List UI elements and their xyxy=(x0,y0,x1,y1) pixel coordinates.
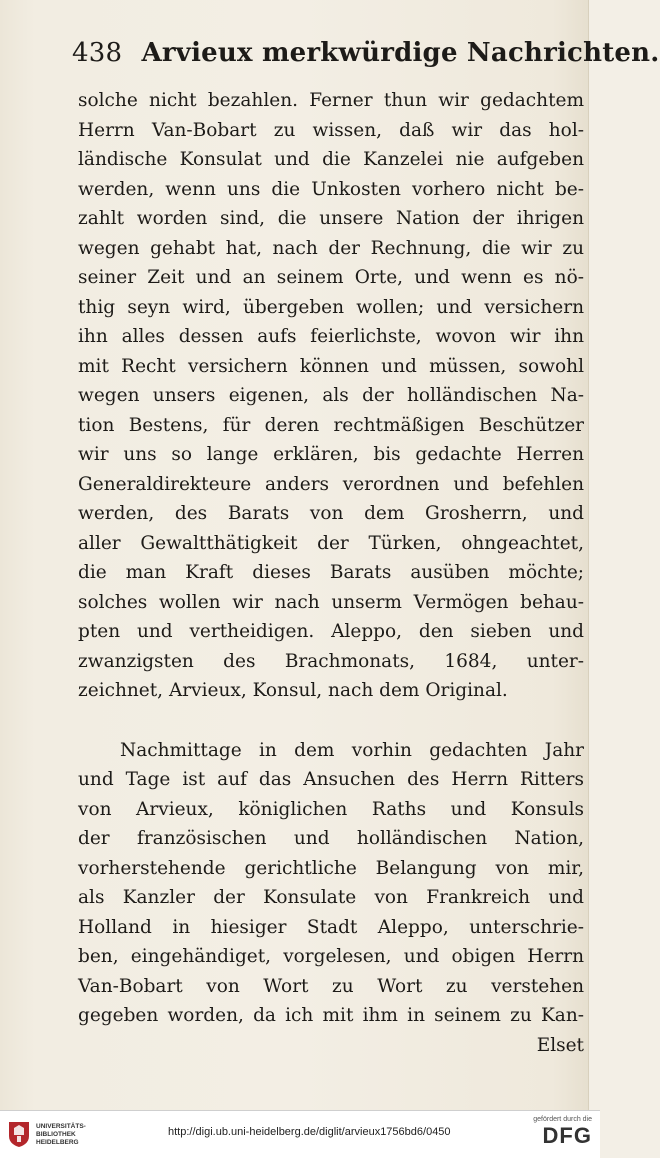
text-line: zwanzigsten des Brachmonats, 1684, unter- xyxy=(78,650,584,672)
text-line: ben, eingehändiget, vorgelesen, und obigen Herrn xyxy=(78,946,584,967)
text-line: Herrn Van-Bobart zu wissen, daß wir das hol- xyxy=(78,119,584,141)
institution-line-2: BIBLIOTHEK xyxy=(36,1131,76,1138)
text-line: zeichnet, Arvieux, Konsul, nach dem Original. xyxy=(78,680,508,701)
text-line: vorherstehende gerichtliche Belangung von mir, xyxy=(78,857,584,879)
text-line: solches wollen wir nach unserm Vermögen behau- xyxy=(78,591,584,613)
text-line: zahlt worden sind, die unsere Nation der ihrigen xyxy=(78,208,584,229)
text-line: wir uns so lange erklären, bis gedachte Herren xyxy=(78,444,584,465)
running-title: Arvieux merkwürdige Nachrichten. xyxy=(141,38,660,68)
paragraph-gap xyxy=(78,706,584,736)
viewer-footer xyxy=(0,1110,600,1158)
university-logo[interactable] xyxy=(6,1120,156,1150)
text-line: Nachmittage in dem vorhin gedachten Jahr xyxy=(120,739,584,761)
text-line: mit Recht versichern können und müssen, sowohl xyxy=(78,355,584,377)
text-line: von Arvieux, königlichen Raths und Konsuls xyxy=(78,798,584,820)
text-line: Holland in hiesiger Stadt Aleppo, unterschrie- xyxy=(78,916,584,938)
text-line: thig seyn wird, übergeben wollen; und versichern xyxy=(78,296,584,318)
text-line: und Tage ist auf das Ansuchen des Herrn Ritters xyxy=(78,769,584,790)
text-line: tion Bestens, für deren rechtmäßigen Beschützer xyxy=(78,414,584,436)
funder-logo: DFG xyxy=(542,1123,592,1148)
university-seal-icon xyxy=(6,1120,32,1148)
text-line: solche nicht bezahlen. Ferner thun wir gedachtem xyxy=(78,90,584,111)
text-line: werden, wenn uns die Unkosten vorhero nicht be- xyxy=(78,178,584,200)
text-line: als Kanzler der Konsulate von Frankreich und xyxy=(78,887,584,908)
text-line: pten und vertheidigen. Aleppo, den sieben und xyxy=(78,621,584,642)
text-line: Generaldirekteure anders verordnen und befehlen xyxy=(78,473,584,495)
text-line: die man Kraft dieses Barats ausüben möchte; xyxy=(78,562,584,583)
text-line: wegen unsers eigenen, als der holländischen Na- xyxy=(78,385,584,406)
institution-line-1: UNIVERSITÄTS- xyxy=(36,1123,86,1130)
text-line: werden, des Barats von dem Grosherrn, und xyxy=(78,503,584,524)
institution-line-3: HEIDELBERG xyxy=(36,1139,79,1146)
text-line: ihn alles dessen aufs feierlichste, wovon wir ihn xyxy=(78,326,584,347)
catchword: Elset xyxy=(536,1034,584,1056)
text-line: der französischen und holländischen Nation, xyxy=(78,828,584,849)
text-line: gegeben worden, da ich mit ihm in seinem zu Kan- xyxy=(78,1005,584,1026)
text-line: Van-Bobart von Wort zu Wort zu verstehen xyxy=(78,975,584,997)
paragraph-2 xyxy=(78,736,584,1031)
text-line: seiner Zeit und an seinem Orte, und wenn es nö- xyxy=(78,267,584,288)
page-number: 438 xyxy=(72,38,123,68)
text-line: ländische Konsulat und die Kanzelei nie aufgeben xyxy=(78,149,584,170)
text-line: aller Gewaltthätigkeit der Türken, ohngeachtet, xyxy=(78,532,584,554)
dfg-logo[interactable] xyxy=(512,1116,592,1149)
body-text xyxy=(78,86,584,1060)
permalink-url[interactable]: http://digi.ub.uni-heidelberg.de/diglit/arvieux1756bd6/0450 xyxy=(168,1126,451,1138)
funder-caption: gefördert durch die xyxy=(533,1116,592,1123)
paragraph-1 xyxy=(78,86,584,706)
text-line: wegen gehabt hat, nach der Rechnung, die wir zu xyxy=(78,237,584,259)
university-name xyxy=(36,1123,86,1147)
page-header xyxy=(72,38,660,74)
